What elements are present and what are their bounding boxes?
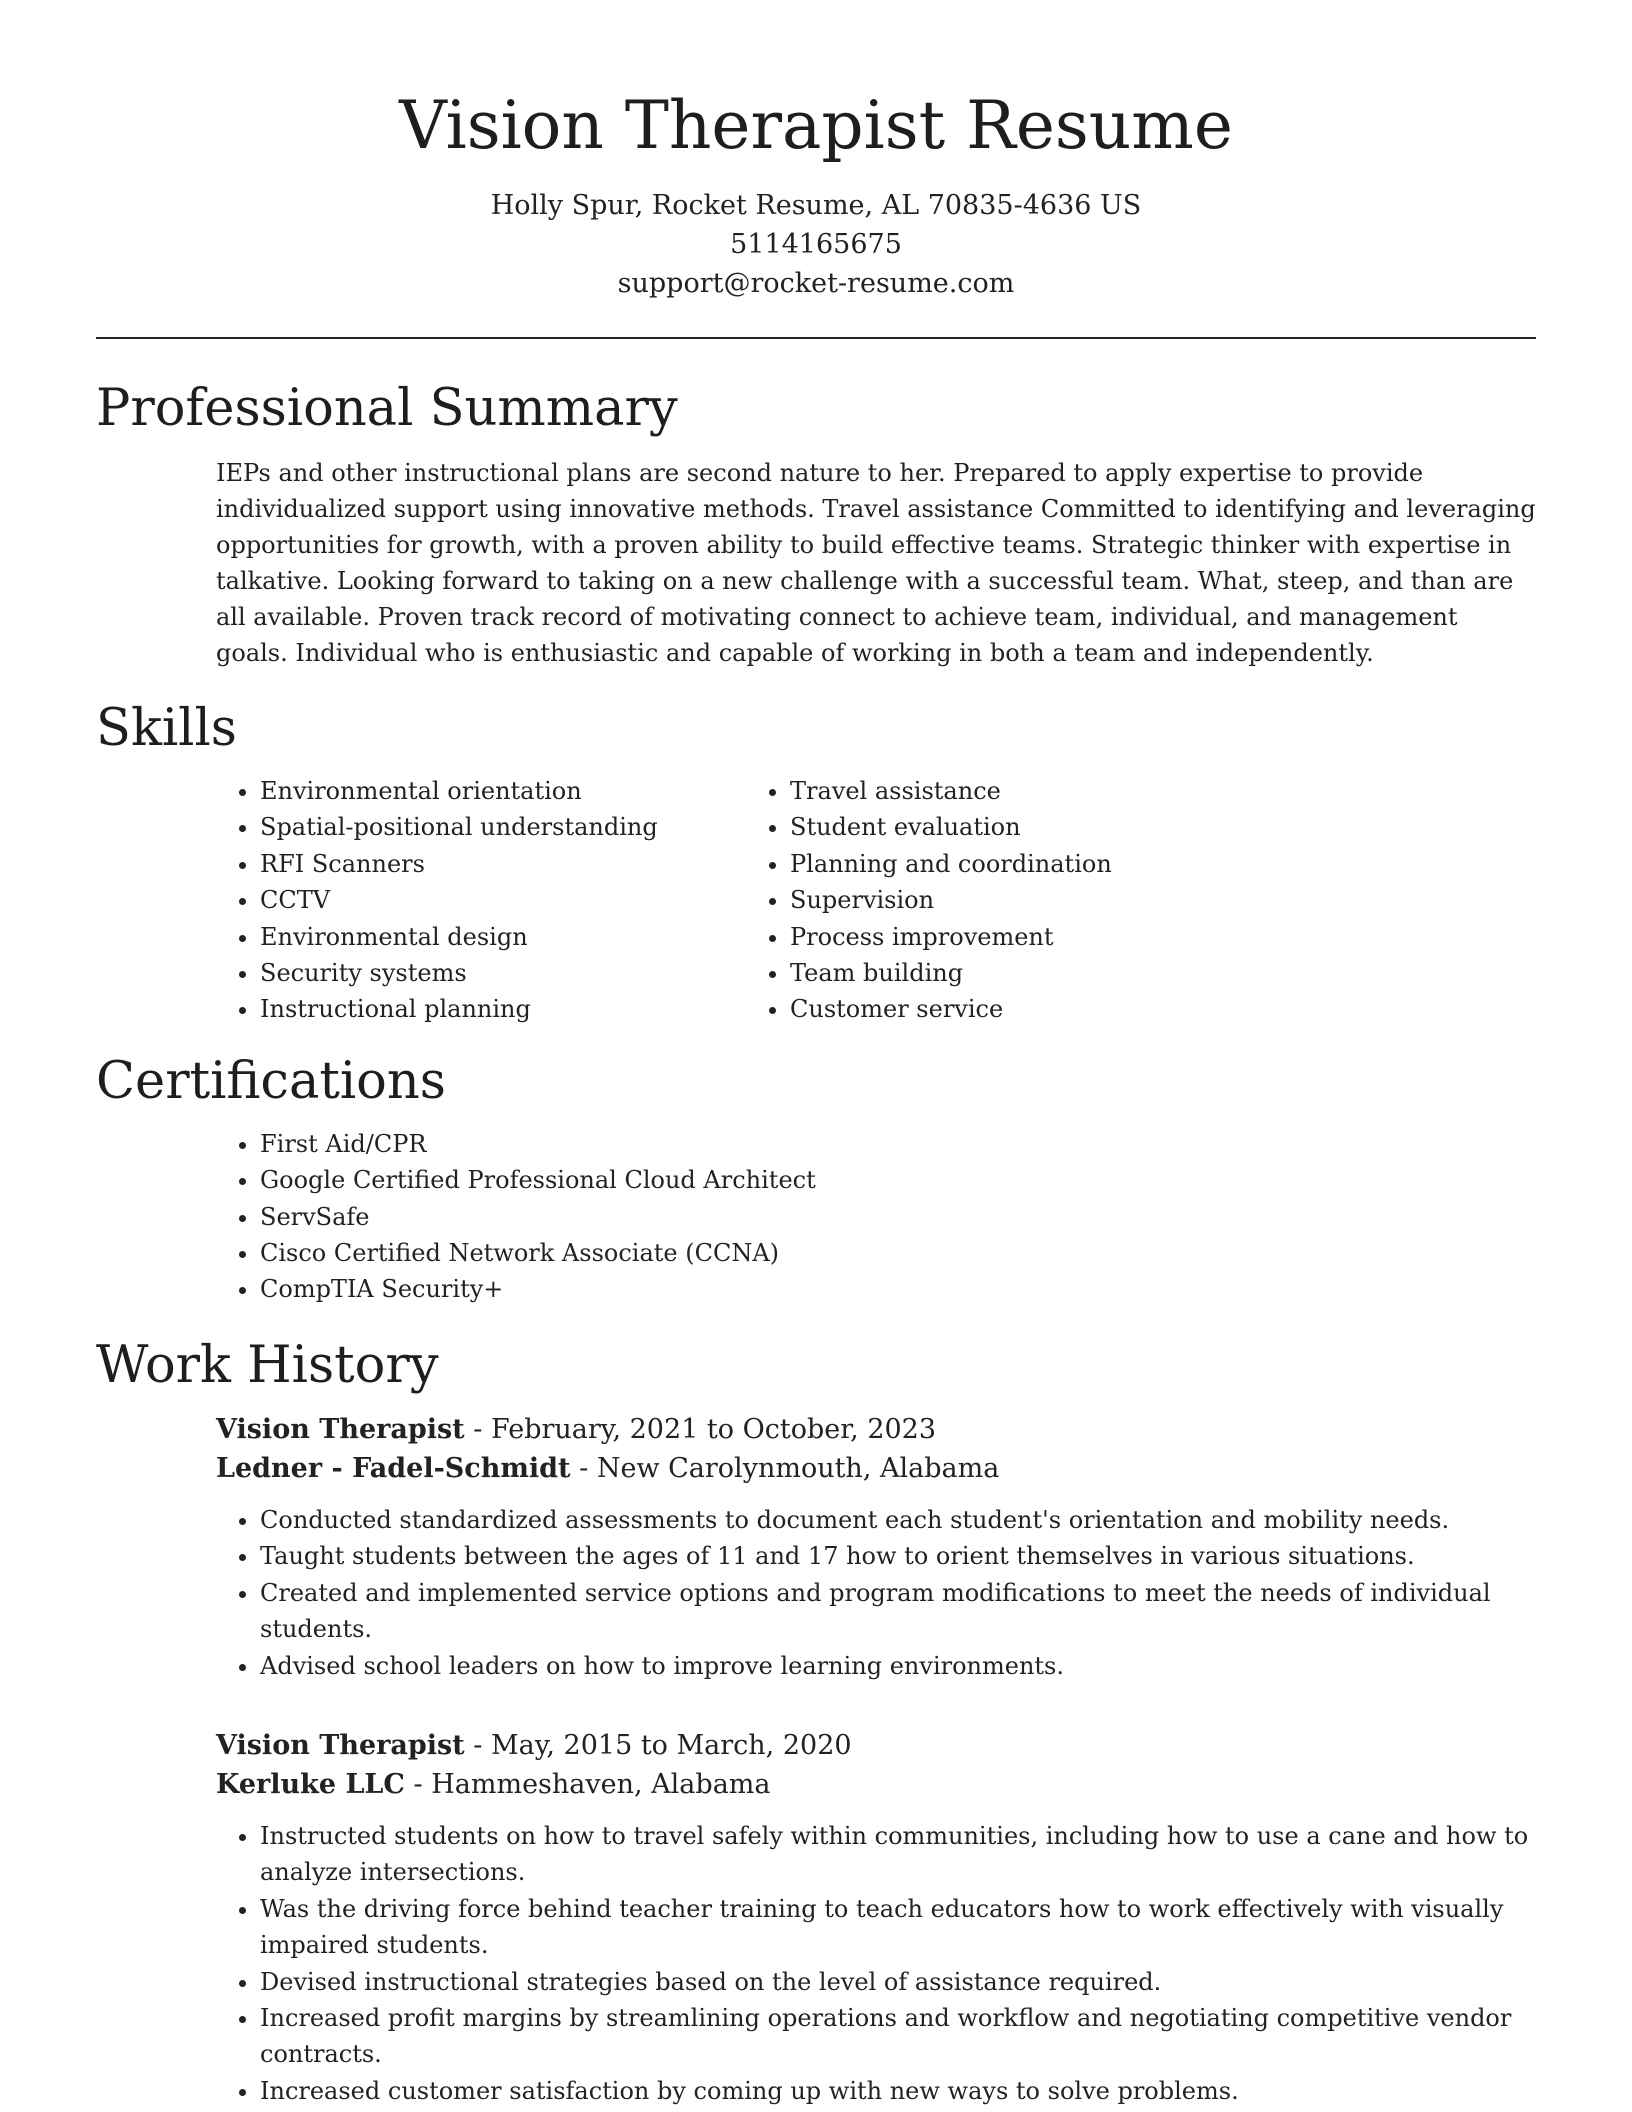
job-dates: February, 2021 to October, 2023: [490, 1413, 937, 1445]
skill-item: • Environmental orientation: [260, 773, 746, 809]
job-dates: May, 2015 to March, 2020: [490, 1729, 852, 1761]
skills-column-right: [746, 773, 1112, 1028]
job-title-line: [216, 1726, 1536, 1765]
contact-phone: 5114165675: [730, 229, 902, 260]
separator: -: [464, 1413, 491, 1445]
skill-item: • RFI Scanners: [260, 846, 746, 882]
resume-page: [96, 0, 1536, 2109]
certification-item: • CompTIA Security+: [260, 1271, 1536, 1307]
separator: -: [404, 1768, 432, 1800]
job-entry: [216, 1410, 1536, 1684]
skills-column-left: [96, 773, 746, 1028]
skills-list: [96, 773, 1536, 1028]
job-bullet: • Conducted standardized assessments to document each student's orientation and mobility needs.: [260, 1502, 1536, 1538]
skill-item: • Spatial-positional understanding: [260, 809, 746, 845]
skill-item: • Student evaluation: [790, 809, 1112, 845]
skill-item: • Security systems: [260, 955, 746, 991]
job-company: Kerluke LLC: [216, 1768, 405, 1800]
job-bullet: • Advised school leaders on how to improve learning environments.: [260, 1648, 1536, 1684]
job-company-line: [216, 1765, 1536, 1804]
skill-item: • Team building: [790, 955, 1112, 991]
resume-title: Vision Therapist Resume: [399, 87, 1233, 164]
job-company-line: [216, 1449, 1536, 1488]
job-bullet-list: [216, 1818, 1536, 2109]
job-title-line: [216, 1410, 1536, 1449]
job-bullet: • Was the driving force behind teacher training to teach educators how to work effectively with visually impaired students.: [260, 1891, 1536, 1964]
separator: -: [464, 1729, 491, 1761]
job-bullet: • Taught students between the ages of 11 and 17 how to orient themselves in various situations.: [260, 1538, 1536, 1574]
work-history-heading: Work History: [96, 1335, 439, 1395]
skill-item: • CCTV: [260, 882, 746, 918]
job-bullet-list: [216, 1502, 1536, 1684]
contact-block: [96, 186, 1536, 303]
skill-item: • Environmental design: [260, 919, 746, 955]
job-bullet: • Increased profit margins by streamlining operations and workflow and negotiating competitive vendor contracts.: [260, 2000, 1536, 2073]
skill-item: • Instructional planning: [260, 991, 746, 1027]
certifications-list: [96, 1126, 1536, 1308]
job-title: Vision Therapist: [216, 1413, 465, 1445]
job-bullet: • Created and implemented service options and program modifications to meet the needs of individual students.: [260, 1575, 1536, 1648]
job-title: Vision Therapist: [216, 1729, 465, 1761]
job-location: Hammeshaven, Alabama: [431, 1768, 771, 1800]
job-entry: [216, 1726, 1536, 2109]
job-location: New Carolynmouth, Alabama: [596, 1452, 1000, 1484]
job-bullet: • Devised instructional strategies based on the level of assistance required.: [260, 1964, 1536, 2000]
skills-heading: Skills: [96, 699, 237, 758]
header-divider: [96, 337, 1536, 339]
skill-item: • Travel assistance: [790, 773, 1112, 809]
skill-item: • Process improvement: [790, 919, 1112, 955]
contact-address: Holly Spur, Rocket Resume, AL 70835-4636 US: [490, 190, 1142, 221]
skill-item: • Planning and coordination: [790, 846, 1112, 882]
job-bullet: • Increased customer satisfaction by coming up with new ways to solve problems.: [260, 2073, 1536, 2109]
separator: -: [570, 1452, 597, 1484]
summary-text: IEPs and other instructional plans are second nature to her. Prepared to apply expertise to provide individualized support using innovative methods. Travel assistance Committed to identifying and leveraging opportunities for growth, with a proven ability to build effective teams. Strategic thinker with expertise in talkative. Looking forward to taking on a new challenge with a successful team. What, steep, and than are all available. Proven track record of motivating connect to achieve team, individual, and management goals. Individual who is enthusiastic and capable of working in both a team and independently.: [216, 459, 1536, 667]
certification-item: • Cisco Certified Network Associate (CCNA): [260, 1235, 1536, 1271]
summary-heading: Professional Summary: [96, 379, 678, 438]
skill-item: • Customer service: [790, 991, 1112, 1027]
skill-item: • Supervision: [790, 882, 1112, 918]
contact-email: support@rocket-resume.com: [617, 268, 1015, 299]
certifications-heading: Certifications: [96, 1051, 446, 1111]
job-bullet: • Instructed students on how to travel safely within communities, including how to use a cane and how to analyze intersections.: [260, 1818, 1536, 1891]
certification-item: • ServSafe: [260, 1199, 1536, 1235]
certification-item: • First Aid/CPR: [260, 1126, 1536, 1162]
job-company: Ledner - Fadel-Schmidt: [216, 1452, 571, 1484]
certification-item: • Google Certified Professional Cloud Architect: [260, 1162, 1536, 1198]
